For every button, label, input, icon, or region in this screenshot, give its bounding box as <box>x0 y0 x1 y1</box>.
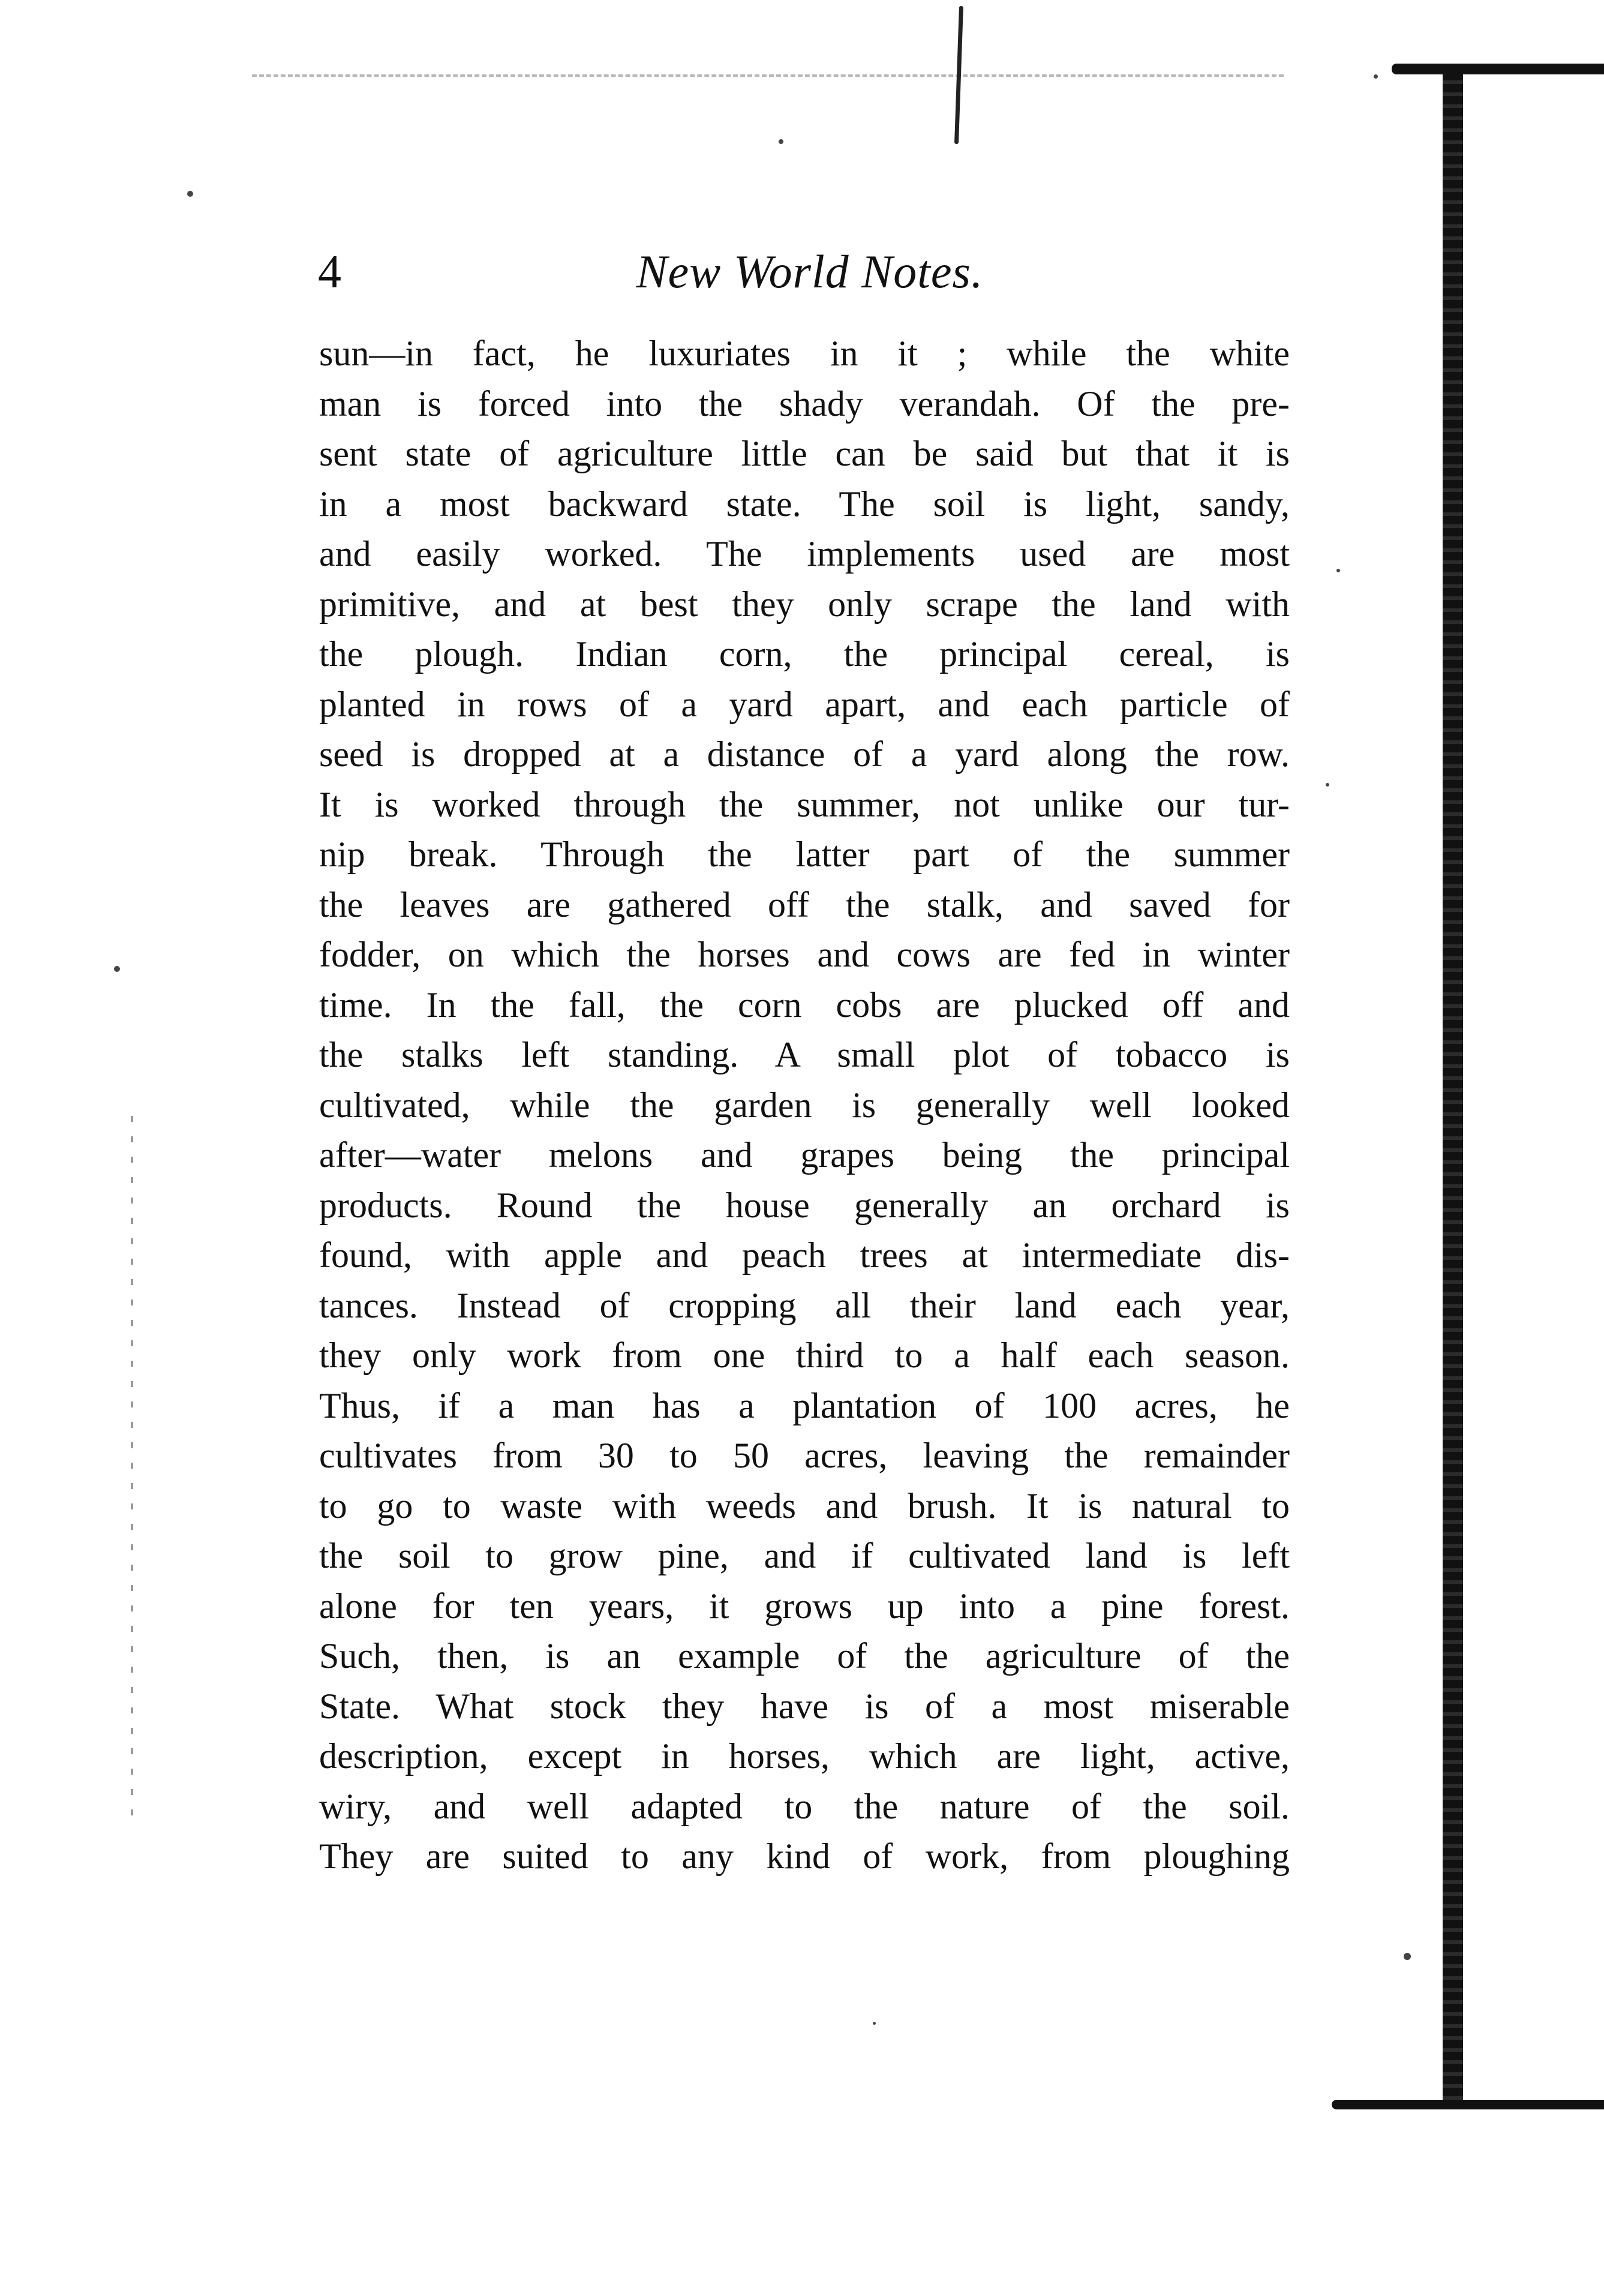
scan-speck <box>187 191 193 197</box>
page-header <box>318 239 1302 305</box>
text-line: sent state of agriculture little can be said but that it is <box>319 434 1290 473</box>
scan-speck <box>1374 74 1378 79</box>
text-line: sun—in fact, he luxuriates in it ; while the white <box>319 334 1290 373</box>
text-line: fodder, on which the horses and cows are fed in winter <box>319 935 1290 974</box>
text-line: time. In the fall, the corn cobs are plucked off and <box>319 985 1290 1025</box>
scan-speck <box>873 2022 876 2025</box>
binding-bracket-top <box>1392 64 1604 74</box>
text-line: Such, then, is an example of the agriculture of the <box>319 1636 1290 1676</box>
text-line: products. Round the house generally an orchard is <box>319 1185 1290 1225</box>
text-line: cultivated, while the garden is generally well looked <box>319 1085 1290 1125</box>
text-line: It is worked through the summer, not unlike our tur- <box>319 784 1290 824</box>
text-line: seed is dropped at a distance of a yard along the row. <box>319 734 1290 774</box>
scan-speck <box>1404 1953 1411 1960</box>
scan-speck <box>1326 783 1329 787</box>
text-line: description, except in horses, which are light, active, <box>319 1736 1290 1776</box>
scan-speck <box>114 966 120 972</box>
text-line: in a most backward state. The soil is light, sandy, <box>319 484 1290 524</box>
text-line: they only work from one third to a half each season. <box>319 1335 1290 1375</box>
text-line: nip break. Through the latter part of the summer <box>319 835 1290 874</box>
scan-speck <box>779 139 783 144</box>
page-number: 4 <box>318 245 341 298</box>
text-line: tances. Instead of cropping all their land each year, <box>319 1285 1290 1325</box>
text-line: Thus, if a man has a plantation of 100 acres, he <box>319 1385 1290 1425</box>
text-line: the leaves are gathered off the stalk, and saved for <box>319 884 1290 925</box>
binding-bracket-spine <box>1443 72 1463 2106</box>
text-line: the stalks left standing. A small plot of tobacco is <box>319 1035 1290 1075</box>
text-line: and easily worked. The implements used are most <box>319 534 1290 574</box>
text-line: found, with apple and peach trees at intermediate dis- <box>319 1235 1290 1275</box>
text-line: cultivates from 30 to 50 acres, leaving the remainder <box>319 1436 1290 1475</box>
text-line: alone for ten years, it grows up into a pine forest. <box>319 1586 1290 1626</box>
text-line: State. What stock they have is of a most miserable <box>319 1686 1290 1726</box>
text-line: to go to waste with weeds and brush. It is natural to <box>319 1485 1290 1526</box>
text-line: wiry, and well adapted to the nature of the soil. <box>319 1786 1290 1826</box>
text-line: the plough. Indian corn, the principal cereal, is <box>319 634 1290 674</box>
text-line: after—water melons and grapes being the principal <box>319 1135 1290 1175</box>
scan-top-rule <box>252 74 1284 77</box>
text-line: the soil to grow pine, and if cultivated land is left <box>319 1536 1290 1575</box>
running-title: New World Notes. <box>636 245 984 298</box>
text-line: planted in rows of a yard apart, and each particle of <box>319 684 1290 724</box>
scan-margin-dots <box>131 1116 133 1824</box>
text-line: They are suited to any kind of work, from ploughing <box>319 1836 1290 1876</box>
text-line: man is forced into the shady verandah. Of the pre- <box>319 383 1290 424</box>
binding-bracket-bottom <box>1332 2100 1604 2109</box>
body-text <box>319 329 1290 1882</box>
scan-speck <box>1336 569 1340 572</box>
text-line: primitive, and at best they only scrape the land with <box>319 584 1290 624</box>
